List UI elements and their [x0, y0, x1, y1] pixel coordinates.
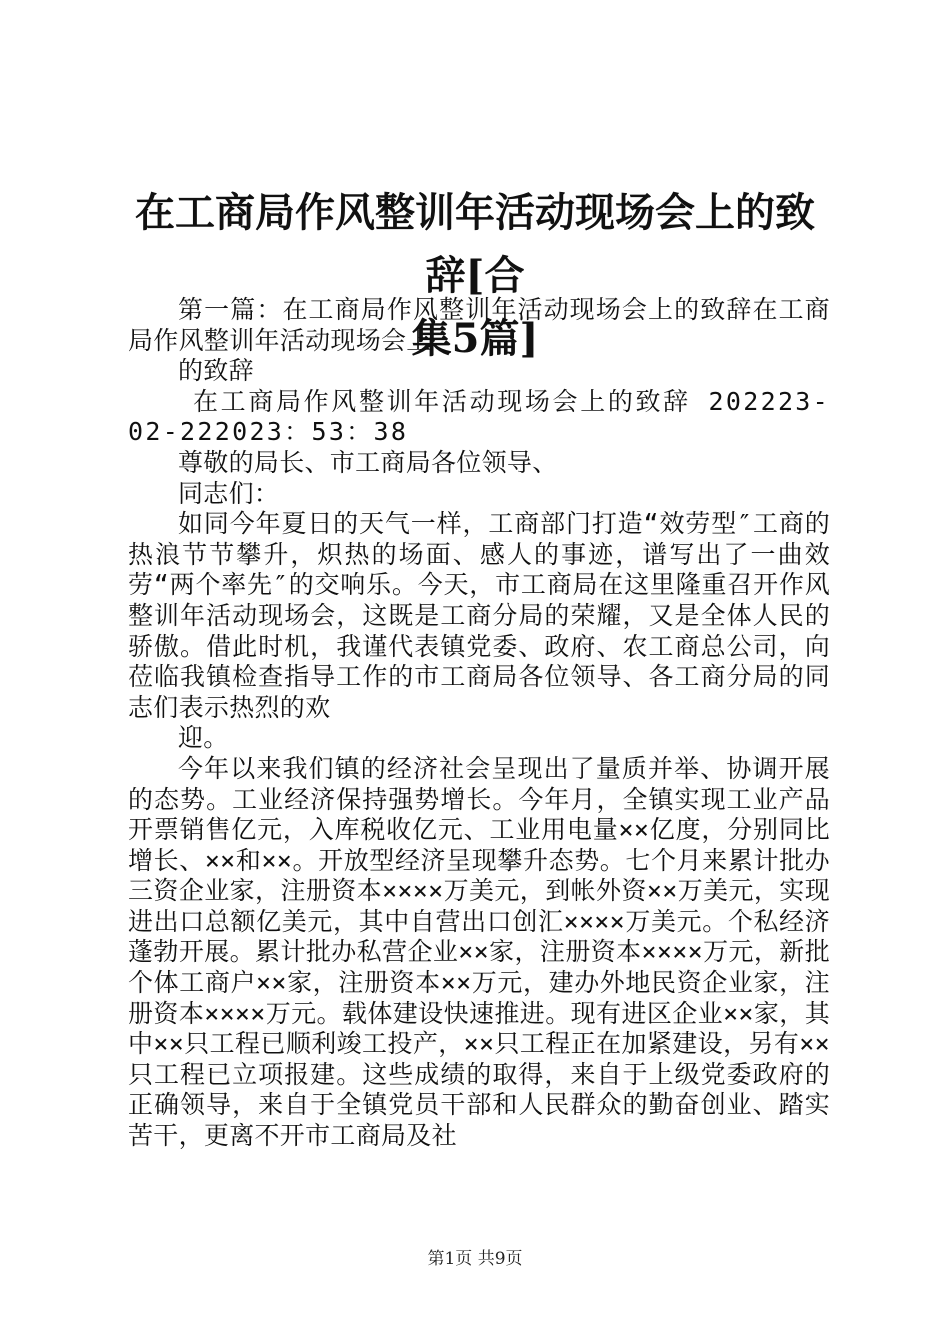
document-title-line-1: 在工商局作风整训年活动现场会上的致辞[合	[135, 189, 815, 299]
paragraph-economy: 今年以来我们镇的经济社会呈现出了量质并举、协调开展的态势。工业经济保持强势增长。今年月，全镇实现工业产品开票销售亿元，入库税收亿元、工业用电量××亿度，分别同比增长、××和××。开放型经济呈现攀升态势。七个月来累计批办三资企业家，注册资本××××万美元，到帐外资××万美元，实现进出口总额亿美元，其中自营出口创汇××××万美元。个私经济蓬勃开展。累计批办私营企业××家，注册资本××××万元，新批个体工商户××家，注册资本××万元，建办外地民资企业家，注册资本××××万元。载体建设快速推进。现有进区企业××家，其中××只工程已顺利竣工投产，××只工程正在加紧建设，另有××只工程已立项报建。这些成绩的取得，来自于上级党委政府的正确领导，来自于全镇党员干部和人民群众的勤奋创业、踏实苦干，更离不开市工商局及社	[128, 753, 830, 1151]
page-footer: 第1页 共9页	[427, 1249, 523, 1269]
paragraph-welcome: 如同今年夏日的天气一样，工商部门打造“效劳型″工商的热浪节节攀升，炽热的场面、感人的事迹，谱写出了一曲效劳“两个率先″的交响乐。今天，市工商局在这里隆重召开作风整训年活动现场会，这既是工商分局的荣耀，又是全体人民的骄傲。借此时机，我谨代表镇党委、政府、农工商总公司，向莅临我镇检查指导工作的市工商局各位领导、各工商分局的同志们表示热烈的欢	[128, 509, 830, 722]
document-body	[128, 295, 830, 1152]
paragraph-heading: 第一篇：在工商局作风整训年活动现场会上的致辞在工商局作风整训年活动现场会上	[128, 295, 830, 355]
paragraph-salutation: 尊敬的局长、市工商局各位领导、	[178, 447, 558, 477]
paragraph-heading-continuation: 的致辞	[178, 356, 254, 386]
document-title-line-2: 集5篇]	[411, 315, 539, 362]
paragraph-welcome-end: 迎。	[178, 723, 229, 753]
paragraph-salutation-2: 同志们：	[178, 478, 280, 508]
paragraph-date-line: 在工商局作风整训年活动现场会上的致辞 202223-02-222023：53：38	[128, 386, 830, 447]
